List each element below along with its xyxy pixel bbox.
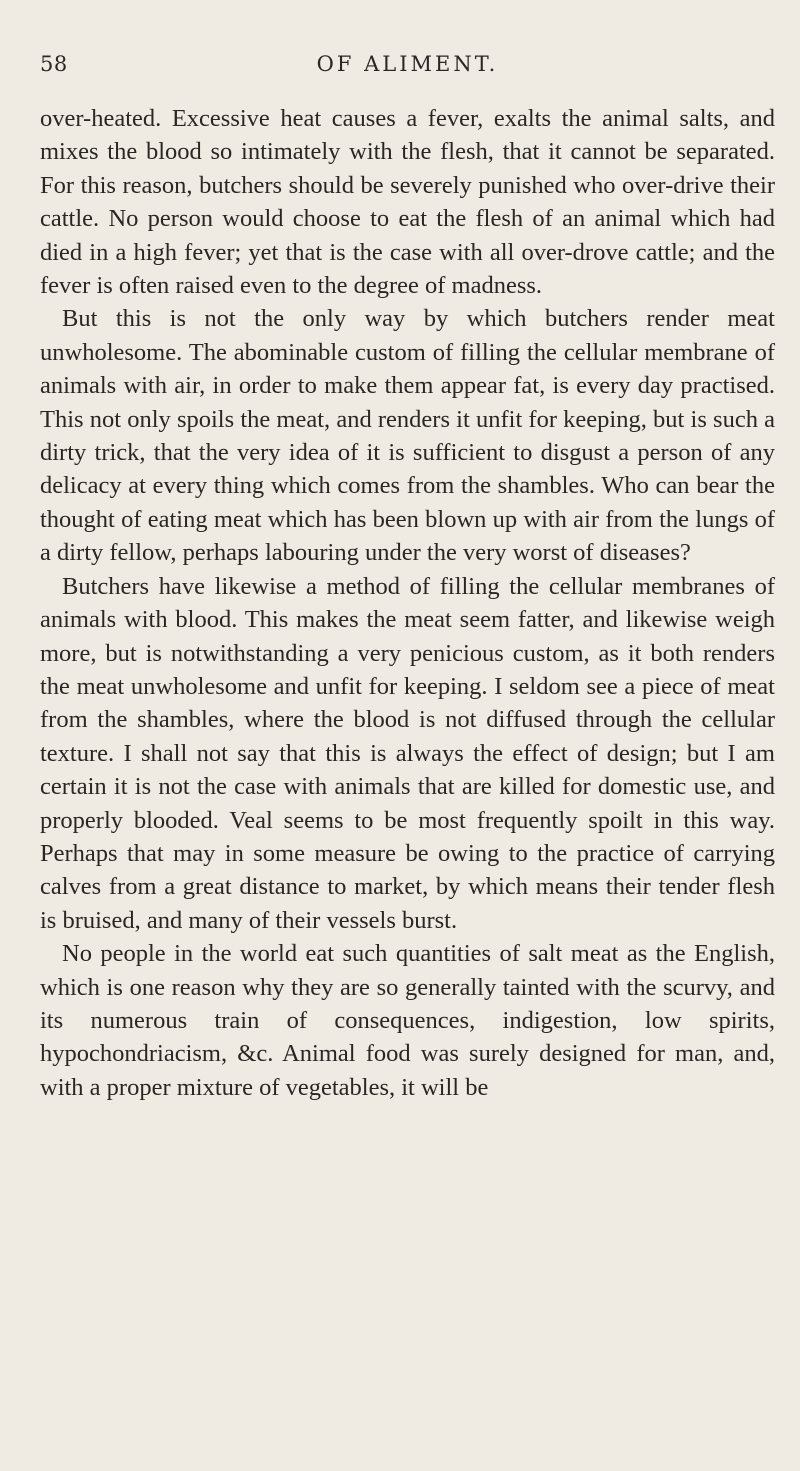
page-header bbox=[40, 52, 775, 92]
paragraph-continued: over-heated. Excessive heat causes a fever, exalts the animal salts, and mixes the blood so intimately with the flesh, that it cannot be separated. For this reason, butchers should be severely punished who over-drive their cattle. No person would choose to eat the flesh of an animal which had died in a high fever; yet that is the case with all over-drove cattle; and the fever is often raised even to the degree of madness. bbox=[40, 105, 775, 300]
body-text bbox=[40, 102, 775, 1104]
paragraph: But this is not the only way by which butchers render meat unwholesome. The abominable custom of filling the cellular membrane of animals with air, in order to make them appear fat, is every day practised. This not only spoils the meat, and renders it unfit for keeping, but is such a dirty trick, that the very idea of it is sufficient to disgust a person of any delicacy at every thing which comes from the shambles. Who can bear the thought of eating meat which has been blown up with air from the lungs of a dirty fellow, perhaps labouring under the very worst of diseases? bbox=[40, 305, 775, 567]
book-page bbox=[40, 52, 775, 1104]
paragraph: Butchers have likewise a method of filling the cellular membranes of animals with blood. This makes the meat seem fatter, and likewise weigh more, but is notwithstanding a very penicious custom, as it both renders the meat unwholesome and unfit for keeping. I seldom see a piece of meat from the shambles, where the blood is not diffused through the cellular texture. I shall not say that this is always the effect of design; but I am certain it is not the case with animals that are killed for domestic use, and properly blooded. Veal seems to be most frequently spoilt in this way. Perhaps that may in some measure be owing to the practice of carrying calves from a great distance to market, by which means their tender flesh is bruised, and many of their vessels burst. bbox=[40, 572, 775, 934]
paragraph: No people in the world eat such quantities of salt meat as the English, which is one reason why they are so generally tainted with the scurvy, and its numerous train of consequences, indigestion, low spirits, hypochondriacism, &c. Animal food was surely designed for man, and, with a proper mixture of vegetables, it will be bbox=[40, 940, 775, 1101]
running-head: OF ALIMENT. bbox=[316, 52, 499, 76]
page-number: 58 bbox=[40, 52, 68, 76]
